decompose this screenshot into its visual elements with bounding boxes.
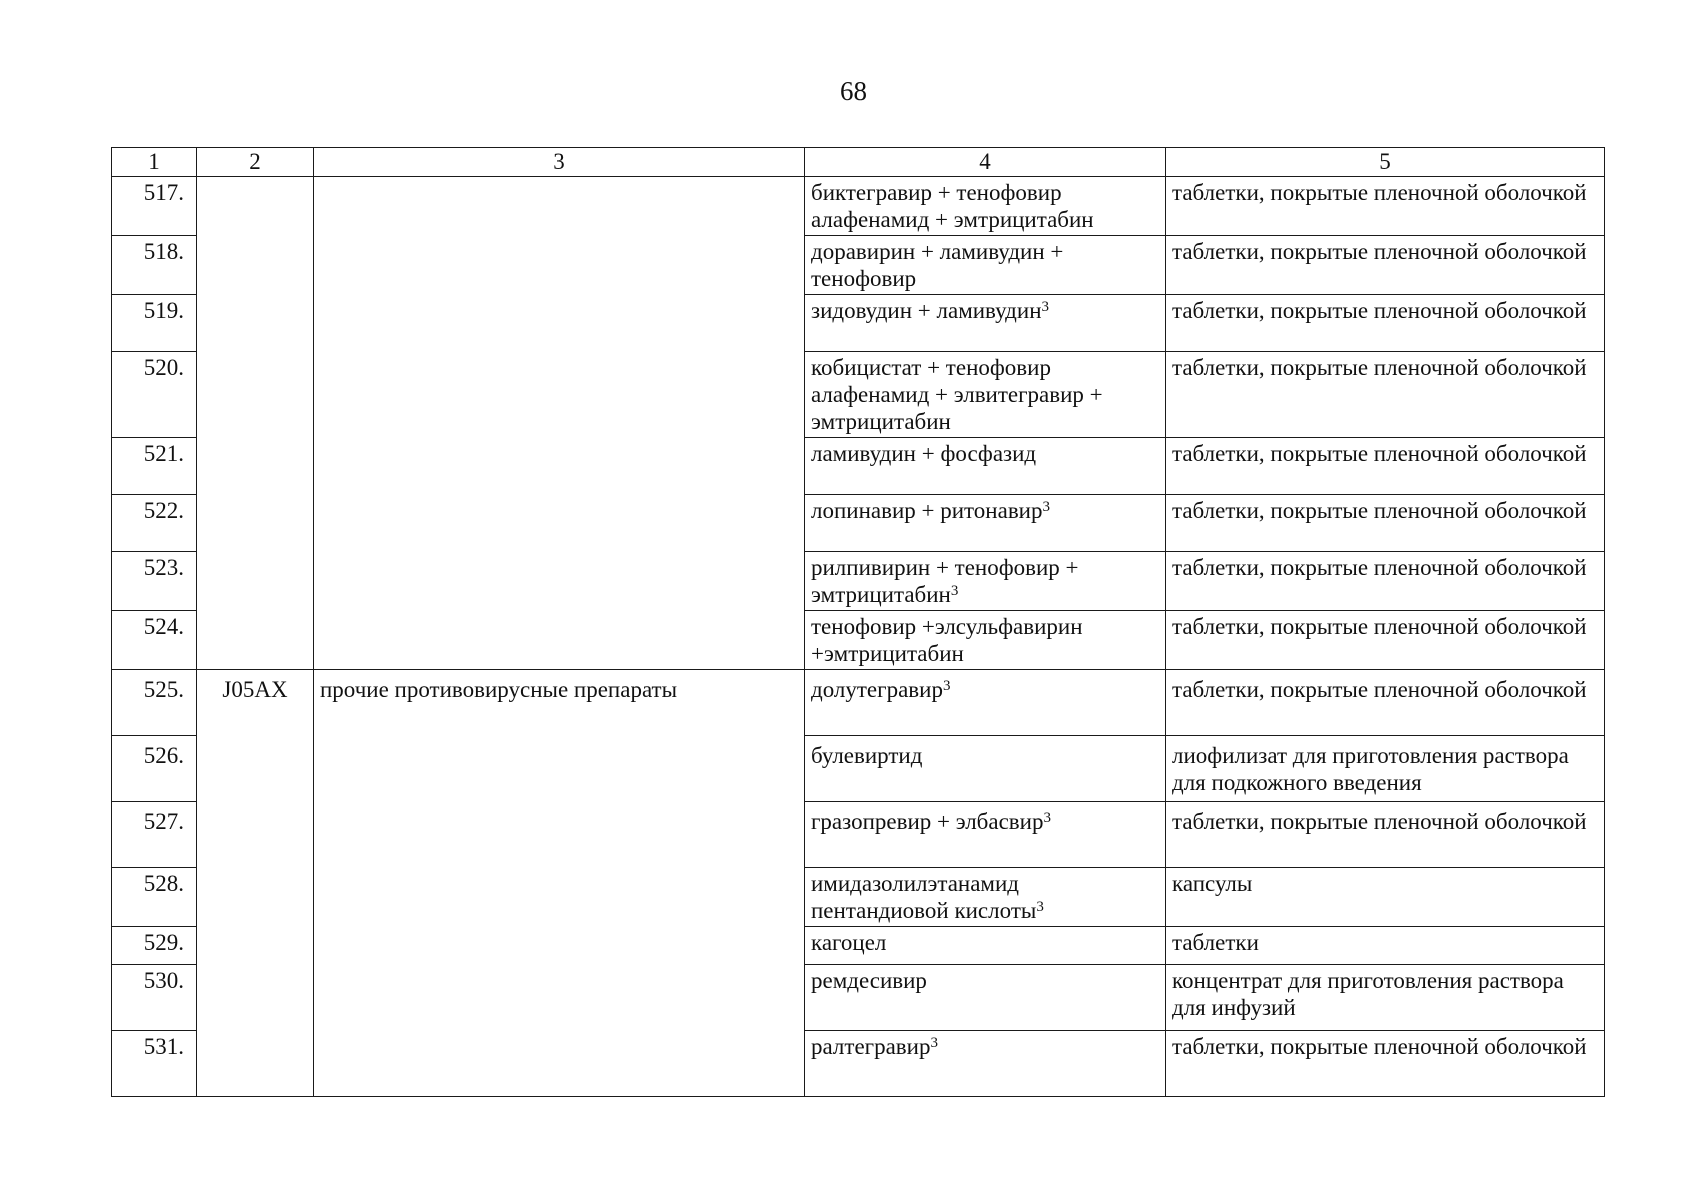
dosage-form-cell: капсулы <box>1166 868 1605 927</box>
footnote-mark: 3 <box>1041 299 1050 316</box>
group-name-cell: прочие противовирусные препараты <box>314 670 805 1097</box>
drug-name-cell <box>805 177 1166 236</box>
row-number: 525. <box>112 670 197 736</box>
row-number: 521. <box>112 438 197 495</box>
row-number: 527. <box>112 802 197 868</box>
row-number: 529. <box>112 927 197 965</box>
dosage-form-cell: таблетки, покрытые пленочной оболочкой <box>1166 236 1605 295</box>
drug-name-cell <box>805 352 1166 438</box>
header-cell-4: 4 <box>805 148 1166 177</box>
drug-name: ралтегравир <box>811 1034 931 1059</box>
dosage-form-cell: таблетки, покрытые пленочной оболочкой <box>1166 352 1605 438</box>
drug-name-cell <box>805 965 1166 1031</box>
drug-name-cell <box>805 1031 1166 1097</box>
drug-name: ламивудин + фосфазид <box>811 441 1037 466</box>
drug-name-cell <box>805 670 1166 736</box>
drug-name: кобицистат + тенофовир алафенамид + элвитегравир + эмтрицитабин <box>811 355 1103 434</box>
drug-name: доравирин + ламивудин + тенофовир <box>811 239 1064 291</box>
row-number: 530. <box>112 965 197 1031</box>
drug-name-cell <box>805 611 1166 670</box>
drug-name: зидовудин + ламивудин <box>811 298 1042 323</box>
row-number: 523. <box>112 552 197 611</box>
table-row <box>112 177 1605 236</box>
footnote-mark: 3 <box>950 583 959 600</box>
header-cell-1: 1 <box>112 148 197 177</box>
drug-name-cell <box>805 802 1166 868</box>
row-number: 526. <box>112 736 197 802</box>
drug-name-cell <box>805 736 1166 802</box>
drug-name: биктегравир + тенофовир алафенамид + эмтрицитабин <box>811 180 1094 232</box>
row-number: 518. <box>112 236 197 295</box>
footnote-mark: 3 <box>1042 499 1050 516</box>
drug-name: рилпивирин + тенофовир + эмтрицитабин <box>811 555 1079 607</box>
header-cell-3: 3 <box>314 148 805 177</box>
drug-name: гразопревир + элбасвир <box>811 809 1044 834</box>
row-number: 531. <box>112 1031 197 1097</box>
drug-name-cell <box>805 868 1166 927</box>
footnote-mark: 3 <box>942 678 951 695</box>
atc-code-cell <box>197 177 314 670</box>
row-number: 522. <box>112 495 197 552</box>
dosage-form-cell: таблетки, покрытые пленочной оболочкой <box>1166 611 1605 670</box>
header-cell-2: 2 <box>197 148 314 177</box>
dosage-form-cell: таблетки, покрытые пленочной оболочкой <box>1166 495 1605 552</box>
group-name-cell <box>314 177 805 670</box>
dosage-form-cell: лиофилизат для приготовления раствора для подкожного введения <box>1166 736 1605 802</box>
table-row <box>112 670 1605 736</box>
dosage-form-cell: таблетки, покрытые пленочной оболочкой <box>1166 552 1605 611</box>
dosage-form-cell: таблетки, покрытые пленочной оболочкой <box>1166 1031 1605 1097</box>
drug-name-cell <box>805 927 1166 965</box>
row-number: 517. <box>112 177 197 236</box>
header-row <box>112 148 1605 177</box>
footnote-mark: 3 <box>1043 810 1051 827</box>
dosage-form-cell: концентрат для приготовления раствора для инфузий <box>1166 965 1605 1031</box>
atc-code-cell: J05AX <box>197 670 314 1097</box>
dosage-form-cell: таблетки <box>1166 927 1605 965</box>
drug-name: булевиртид <box>811 743 923 768</box>
row-number: 524. <box>112 611 197 670</box>
dosage-form-cell: таблетки, покрытые пленочной оболочкой <box>1166 670 1605 736</box>
drug-name-cell <box>805 438 1166 495</box>
row-number: 519. <box>112 295 197 352</box>
footnote-mark: 3 <box>930 1035 938 1052</box>
dosage-form-cell: таблетки, покрытые пленочной оболочкой <box>1166 438 1605 495</box>
drug-name: тенофовир +элсульфавирин +эмтрицитабин <box>811 614 1083 666</box>
header-cell-5: 5 <box>1166 148 1605 177</box>
page-number: 68 <box>840 76 867 106</box>
drug-name-cell <box>805 495 1166 552</box>
footnote-mark: 3 <box>1036 899 1044 916</box>
drug-name-cell <box>805 236 1166 295</box>
dosage-form-cell: таблетки, покрытые пленочной оболочкой <box>1166 177 1605 236</box>
drug-name: ремдесивир <box>811 968 927 993</box>
drug-name: долутегравир <box>811 677 943 702</box>
drug-name: лопинавир + ритонавир <box>811 498 1043 523</box>
drug-name: кагоцел <box>811 930 887 955</box>
dosage-form-cell: таблетки, покрытые пленочной оболочкой <box>1166 295 1605 352</box>
drug-name: имидазолилэтанамид пентандиовой кислоты <box>811 871 1037 923</box>
medicines-table <box>111 147 1605 1097</box>
drug-name-cell <box>805 552 1166 611</box>
dosage-form-cell: таблетки, покрытые пленочной оболочкой <box>1166 802 1605 868</box>
row-number: 520. <box>112 352 197 438</box>
drug-name-cell <box>805 295 1166 352</box>
row-number: 528. <box>112 868 197 927</box>
